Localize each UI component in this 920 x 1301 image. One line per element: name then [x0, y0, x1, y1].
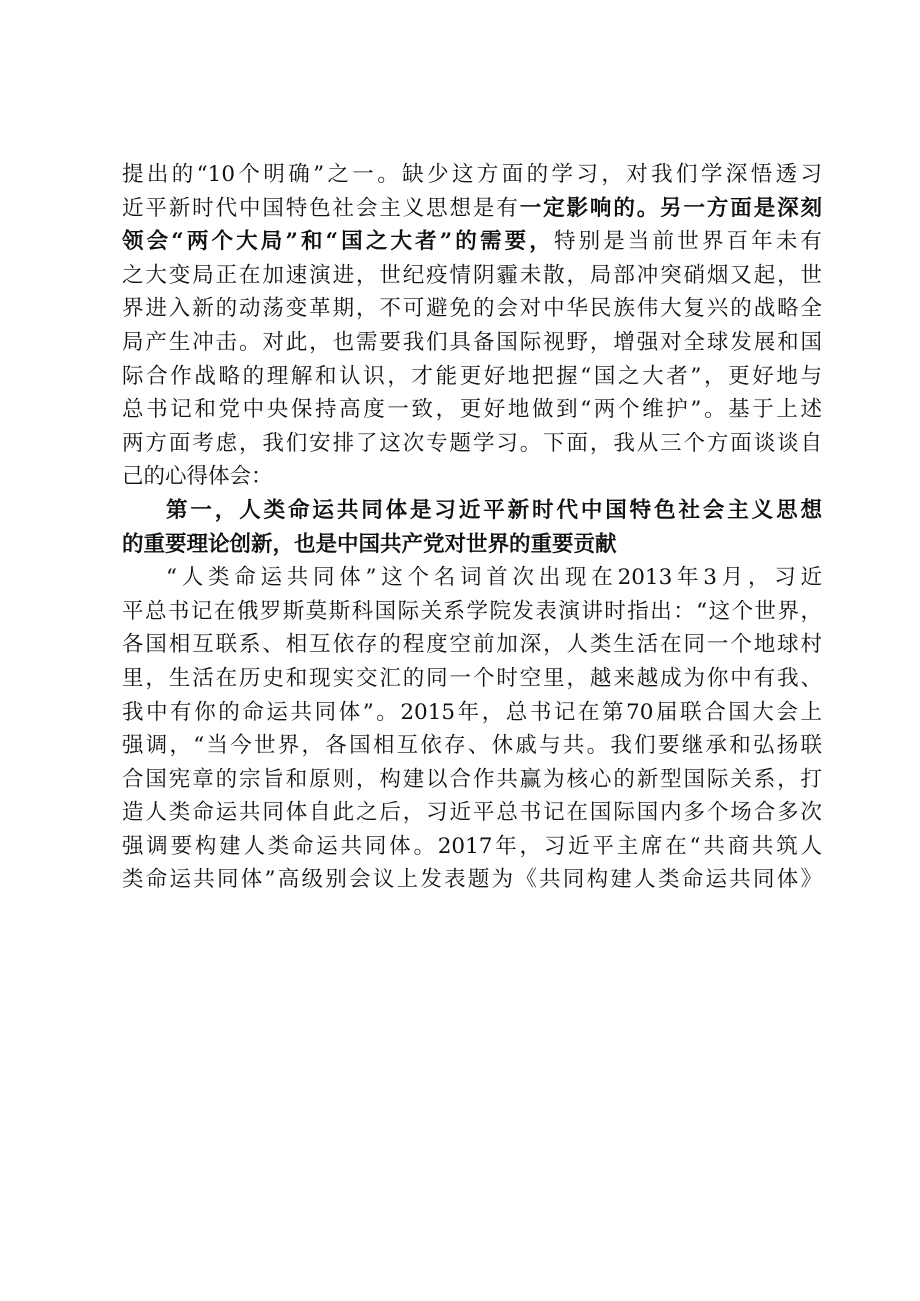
intro-line-6: 局产生冲击。对此，也需要我们具备国际视野，增强对全球发展和国: [122, 329, 822, 355]
body-line-3: 各国相互联系、相互依存的程度空前加深，人类生活在同一个地球村: [122, 632, 822, 658]
intro-line-2-text: 近平新时代中国特色社会主义思想是有: [122, 195, 520, 221]
body-line-10: 类命运共同体”高级别会议上发表题为《共同构建人类命运共同体》: [122, 867, 822, 893]
intro-line-7: 际合作战略的理解和认识，才能更好地把握“国之大者”，更好地与: [122, 363, 822, 389]
document-body: [122, 158, 822, 897]
intro-line-5: 界进入新的动荡变革期，不可避免的会对中华民族伟大复兴的战略全: [122, 296, 822, 322]
body-line-5: 我中有你的命运共同体”。2015年，总书记在第70届联合国大会上: [122, 699, 822, 725]
intro-line-10: 己的心得体会：: [122, 464, 273, 490]
body-line-2: 平总书记在俄罗斯莫斯科国际关系学院发表演讲时指出：“这个世界，: [122, 598, 822, 624]
section-heading-line-2: 的重要理论创新，也是中国共产党对世界的重要贡献: [122, 531, 617, 557]
intro-line-3-text: 特别是当前世界百年未有: [553, 229, 822, 255]
intro-line-4: 之大变局正在加速演进，世纪疫情阴霾未散，局部冲突硝烟又起，世: [122, 262, 822, 288]
body-line-7: 合国宪章的宗旨和原则，构建以合作共赢为核心的新型国际关系，打: [122, 766, 822, 792]
intro-line-2-bold: 一定影响的。另一方面是深刻: [519, 195, 822, 221]
body-line-8: 造人类命运共同体自此之后，习近平总书记在国际国内多个场合多次: [122, 800, 822, 826]
body-line-6: 强调，“当今世界，各国相互依存、休戚与共。我们要继承和弘扬联: [122, 733, 822, 759]
body-line-1: “人类命运共同体”这个名词首次出现在2013年3月，习近: [166, 565, 822, 591]
intro-line-2: [122, 192, 822, 226]
intro-line-3: [122, 225, 822, 259]
intro-line-8: 总书记和党中央保持高度一致，更好地做到“两个维护”。基于上述: [122, 397, 822, 423]
intro-line-1: 提出的“10个明确”之一。缺少这方面的学习，对我们学深悟透习: [122, 162, 822, 187]
intro-line-9: 两方面考虑，我们安排了这次专题学习。下面，我从三个方面谈谈自: [122, 430, 822, 456]
body-line-4: 里，生活在历史和现实交汇的同一个时空里，越来越成为你中有我、: [122, 665, 822, 691]
section-heading-line-1: 第一，人类命运共同体是习近平新时代中国特色社会主义思想: [166, 497, 822, 523]
intro-line-3-bold: 领会“两个大局”和“国之大者”的需要，: [122, 229, 554, 255]
body-line-9: 强调要构建人类命运共同体。2017年，习近平主席在“共商共筑人: [122, 833, 822, 859]
